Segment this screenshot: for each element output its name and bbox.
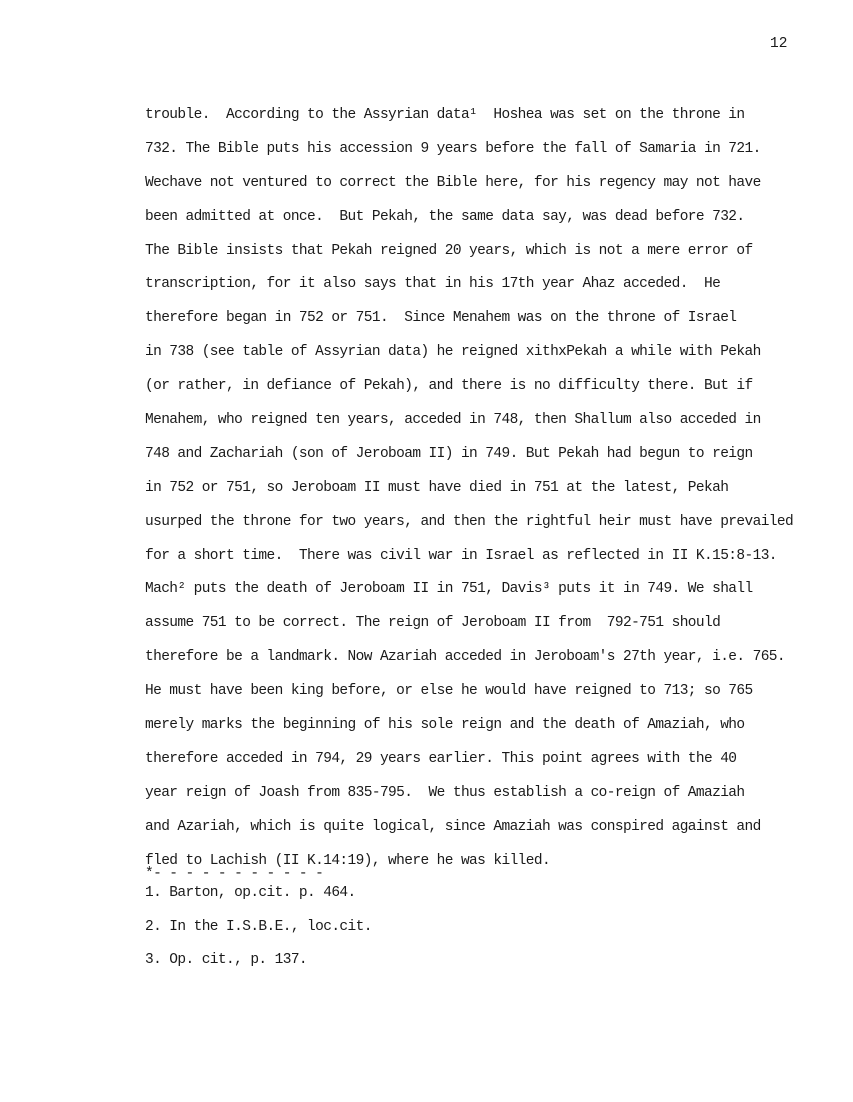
body-text: [145, 101, 845, 880]
body-line: (or rather, in defiance of Pekah), and there is no difficulty there. But if: [145, 378, 753, 395]
body-line: He must have been king before, or else he would have reigned to 713; so 765: [145, 683, 753, 700]
footnote: 1. Barton, op.cit. p. 464.: [145, 885, 356, 901]
body-line: year reign of Joash from 835-795. We thus establish a co-reign of Amaziah: [145, 784, 745, 801]
body-line: Mach² puts the death of Jeroboam II in 751, Davis³ puts it in 749. We shall: [145, 581, 753, 598]
footnote: 2. In the I.S.B.E., loc.cit.: [145, 918, 372, 935]
body-line: merely marks the beginning of his sole reign and the death of Amaziah, who: [145, 717, 745, 734]
footnote-separator: *- - - - - - - - - - -: [145, 866, 324, 882]
footnote: 3. Op. cit., p. 137.: [145, 952, 308, 968]
body-line: therefore acceded in 794, 29 years earlier. This point agrees with the 40: [145, 750, 737, 767]
body-line: therefore began in 752 or 751. Since Menahem was on the throne of Israel: [145, 310, 737, 327]
body-line: therefore be a landmark. Now Azariah acceded in Jeroboam's 27th year, i.e. 765.: [145, 649, 786, 666]
body-line: The Bible insists that Pekah reigned 20 years, which is not a mere error of: [145, 242, 753, 259]
body-line: 748 and Zachariah (son of Jeroboam II) in 749. But Pekah had begun to reign: [145, 445, 753, 462]
body-line: and Azariah, which is quite logical, since Amaziah was conspired against and: [145, 818, 761, 835]
body-line: Wechave not ventured to correct the Bible here, for his regency may not have: [145, 174, 761, 191]
body-line: in 738 (see table of Assyrian data) he reigned xithxPekah a while with Pekah: [145, 344, 761, 361]
page-number: 12: [770, 36, 788, 52]
body-line: assume 751 to be correct. The reign of Jeroboam II from 792-751 should: [145, 615, 721, 632]
body-line: in 752 or 751, so Jeroboam II must have died in 751 at the latest, Pekah: [145, 479, 729, 496]
body-line: usurped the throne for two years, and then the rightful heir must have prevailed: [145, 513, 794, 530]
body-line: fled to Lachish (II K.14:19), where he was killed.: [145, 852, 551, 869]
body-line: trouble. According to the Assyrian data¹ Hoshea was set on the throne in: [145, 107, 745, 123]
body-line: transcription, for it also says that in his 17th year Ahaz acceded. He: [145, 276, 721, 293]
body-line: Menahem, who reigned ten years, acceded in 748, then Shallum also acceded in: [145, 412, 761, 429]
body-line: 732. The Bible puts his accession 9 years before the fall of Samaria in 721.: [145, 140, 761, 157]
body-line: for a short time. There was civil war in Israel as reflected in II K.15:8-13.: [145, 547, 777, 564]
body-line: been admitted at once. But Pekah, the same data say, was dead before 732.: [145, 208, 745, 225]
footnotes: [145, 879, 745, 980]
